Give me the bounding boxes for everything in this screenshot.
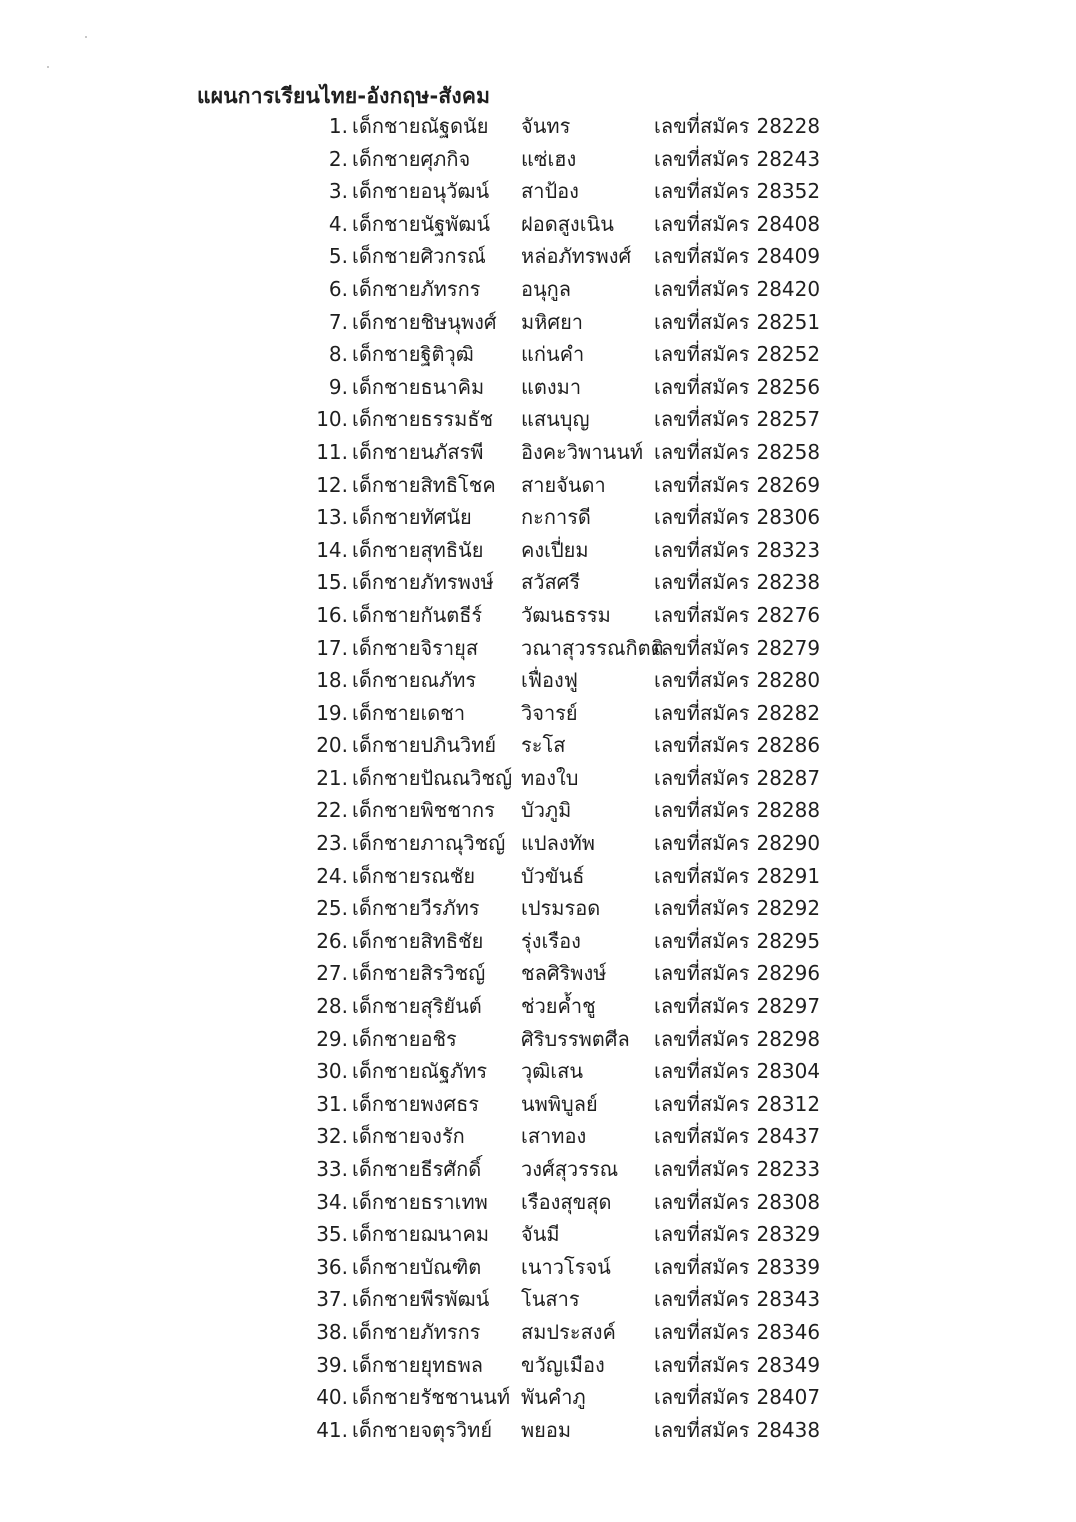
application-label: เลขที่สมัคร <box>654 700 750 725</box>
student-first-name: เด็กชายจิรายุส <box>352 635 479 660</box>
list-item <box>0 469 1076 502</box>
student-last-name: วัฒนธรรม <box>521 602 611 627</box>
student-first-name: เด็กชายณัฐดนัย <box>352 114 489 138</box>
student-first-name: เด็กชายนัฐพัฒน์ <box>352 211 491 236</box>
list-item <box>0 990 1076 1023</box>
application-label: เลขที่สมัคร <box>654 407 750 432</box>
list-item <box>0 1153 1076 1186</box>
application-number <box>654 1251 820 1284</box>
application-label: เลขที่สมัคร <box>654 179 750 204</box>
student-number: 36. <box>316 1254 348 1279</box>
student-first-name: เด็กชายฐิติวุฒิ <box>352 342 474 367</box>
student-number: 15. <box>316 570 348 595</box>
student-number: 23. <box>316 831 348 856</box>
student-number: 19. <box>316 700 348 725</box>
application-number <box>654 1120 820 1153</box>
application-label: เลขที่สมัคร <box>654 798 750 823</box>
student-number: 8. <box>328 342 348 367</box>
application-number <box>654 1283 820 1316</box>
application-label: เลขที่สมัคร <box>654 1222 750 1247</box>
student-number: 2. <box>328 146 348 171</box>
application-label: เลขที่สมัคร <box>654 1352 750 1377</box>
student-last-name: เสาทอง <box>521 1124 587 1149</box>
application-label: เลขที่สมัคร <box>654 146 750 171</box>
application-label: เลขที่สมัคร <box>654 635 750 660</box>
list-item <box>0 1088 1076 1121</box>
student-first-name: เด็กชายณัฐภัทร <box>352 1059 488 1084</box>
student-last-name: วิจารย์ <box>521 700 578 725</box>
application-id: 28228 <box>756 114 821 138</box>
application-number <box>654 1381 820 1414</box>
list-item <box>0 1316 1076 1349</box>
list-item <box>0 1349 1076 1382</box>
application-number <box>654 1088 820 1121</box>
application-number <box>654 1186 820 1219</box>
student-last-name: นพพิบูลย์ <box>521 1091 598 1116</box>
list-item <box>0 762 1076 795</box>
student-number: 26. <box>316 928 348 953</box>
student-first-name: เด็กชายนภัสรพี <box>352 439 484 464</box>
student-first-name: เด็กชายพีรพัฒน์ <box>352 1287 490 1312</box>
application-id: 28290 <box>756 831 821 856</box>
list-item <box>0 208 1076 241</box>
application-label: เลขที่สมัคร <box>654 831 750 856</box>
application-id: 28269 <box>756 472 821 497</box>
list-item <box>0 1414 1076 1447</box>
student-last-name: กะการดี <box>521 505 591 530</box>
student-number: 18. <box>316 668 348 693</box>
student-last-name: พันคำภู <box>521 1385 586 1410</box>
student-first-name: เด็กชายธนาคิม <box>352 374 485 399</box>
application-id: 28339 <box>756 1254 821 1279</box>
student-number: 39. <box>316 1352 348 1377</box>
list-item <box>0 240 1076 273</box>
list-item <box>0 306 1076 339</box>
application-id: 28256 <box>756 374 821 399</box>
application-label: เลขที่สมัคร <box>654 1124 750 1149</box>
student-number: 38. <box>316 1319 348 1344</box>
application-label: เลขที่สมัคร <box>654 1254 750 1279</box>
student-list <box>0 110 1076 1446</box>
student-last-name: หล่อภัทรพงศ์ <box>521 244 632 269</box>
list-item <box>0 436 1076 469</box>
application-id: 28297 <box>756 994 821 1019</box>
application-number <box>654 762 820 795</box>
student-last-name: ทองใบ <box>521 765 579 790</box>
application-label: เลขที่สมัคร <box>654 1189 750 1214</box>
plan-heading: แผนการเรียนไทย-อังกฤษ-สังคม <box>197 84 491 108</box>
application-label: เลขที่สมัคร <box>654 896 750 921</box>
list-item <box>0 1120 1076 1153</box>
application-label: เลขที่สมัคร <box>654 961 750 986</box>
application-id: 28243 <box>756 146 821 171</box>
list-item <box>0 697 1076 730</box>
student-first-name: เด็กชายสุริยันต์ <box>352 994 482 1019</box>
application-id: 28349 <box>756 1352 821 1377</box>
student-first-name: เด็กชายธราเทพ <box>352 1189 488 1214</box>
application-id: 28346 <box>756 1319 821 1344</box>
application-number <box>654 469 820 502</box>
list-item <box>0 892 1076 925</box>
application-number <box>654 1218 820 1251</box>
student-first-name: เด็กชายยุทธพล <box>352 1352 484 1377</box>
application-id: 28438 <box>756 1417 821 1442</box>
application-number <box>654 664 820 697</box>
student-first-name: เด็กชายอชิร <box>352 1026 457 1051</box>
application-id: 28312 <box>756 1091 821 1116</box>
application-number <box>654 729 820 762</box>
student-first-name: เด็กชายจงรัก <box>352 1124 465 1149</box>
list-item <box>0 1186 1076 1219</box>
list-item <box>0 534 1076 567</box>
list-item <box>0 403 1076 436</box>
student-number: 21. <box>316 765 348 790</box>
list-item <box>0 729 1076 762</box>
application-number <box>654 240 820 273</box>
application-label: เลขที่สมัคร <box>654 1417 750 1442</box>
student-last-name: เรืองสุขสุด <box>521 1189 612 1214</box>
student-last-name: แก่นคำ <box>521 342 585 367</box>
student-number: 32. <box>316 1124 348 1149</box>
application-number <box>654 566 820 599</box>
application-number <box>654 143 820 176</box>
application-label: เลขที่สมัคร <box>654 1287 750 1312</box>
scan-speck <box>85 36 87 38</box>
application-id: 28298 <box>756 1026 821 1051</box>
application-number <box>654 892 820 925</box>
student-first-name: เด็กชายรณชัย <box>352 863 476 888</box>
application-number <box>654 697 820 730</box>
student-number: 5. <box>328 244 348 269</box>
application-number <box>654 860 820 893</box>
student-number: 4. <box>328 211 348 236</box>
application-label: เลขที่สมัคร <box>654 374 750 399</box>
application-number <box>654 175 820 208</box>
student-number: 10. <box>316 407 348 432</box>
student-first-name: เด็กชายภัทรพงษ์ <box>352 570 494 595</box>
application-id: 28258 <box>756 439 821 464</box>
application-id: 28291 <box>756 863 821 888</box>
application-id: 28282 <box>756 700 821 725</box>
application-number <box>654 1349 820 1382</box>
student-first-name: เด็กชายกันตธีร์ <box>352 602 483 627</box>
application-label: เลขที่สมัคร <box>654 863 750 888</box>
list-item <box>0 664 1076 697</box>
application-number <box>654 534 820 567</box>
list-item <box>0 1381 1076 1414</box>
list-item <box>0 599 1076 632</box>
application-id: 28280 <box>756 668 821 693</box>
application-id: 28329 <box>756 1222 821 1247</box>
student-first-name: เด็กชายรัชชานนท์ <box>352 1385 511 1410</box>
student-last-name: ฝอดสูงเนิน <box>521 211 614 236</box>
application-id: 28304 <box>756 1059 821 1084</box>
student-first-name: เด็กชายสิทธิโชค <box>352 472 496 497</box>
list-item <box>0 566 1076 599</box>
application-number <box>654 306 820 339</box>
student-number: 25. <box>316 896 348 921</box>
application-number <box>654 827 820 860</box>
list-item <box>0 1023 1076 1056</box>
list-item <box>0 1283 1076 1316</box>
student-first-name: เด็กชายพิชชากร <box>352 798 495 823</box>
application-id: 28409 <box>756 244 821 269</box>
application-label: เลขที่สมัคร <box>654 570 750 595</box>
application-number <box>654 990 820 1023</box>
list-item <box>0 827 1076 860</box>
student-number: 22. <box>316 798 348 823</box>
application-number <box>654 957 820 990</box>
list-item <box>0 632 1076 665</box>
application-id: 28420 <box>756 276 821 301</box>
application-number <box>654 1153 820 1186</box>
application-number <box>654 371 820 404</box>
application-label: เลขที่สมัคร <box>654 472 750 497</box>
application-label: เลขที่สมัคร <box>654 602 750 627</box>
application-id: 28308 <box>756 1189 821 1214</box>
student-first-name: เด็กชายบัณฑิต <box>352 1254 482 1279</box>
application-id: 28352 <box>756 179 821 204</box>
student-first-name: เด็กชายปัณณวิชญ์ <box>352 765 513 790</box>
list-item <box>0 1218 1076 1251</box>
application-id: 28252 <box>756 342 821 367</box>
application-label: เลขที่สมัคร <box>654 765 750 790</box>
student-last-name: ช่วยค้ำชู <box>521 994 596 1019</box>
application-label: เลขที่สมัคร <box>654 309 750 334</box>
application-id: 28276 <box>756 602 821 627</box>
application-label: เลขที่สมัคร <box>654 928 750 953</box>
scan-speck <box>47 66 49 68</box>
application-id: 28296 <box>756 961 821 986</box>
student-number: 35. <box>316 1222 348 1247</box>
student-last-name: ขวัญเมือง <box>521 1352 605 1377</box>
application-number <box>654 501 820 534</box>
application-id: 28238 <box>756 570 821 595</box>
student-first-name: เด็กชายเดชา <box>352 700 466 725</box>
application-number <box>654 794 820 827</box>
student-last-name: มหิศยา <box>521 309 584 334</box>
application-id: 28292 <box>756 896 821 921</box>
list-item <box>0 143 1076 176</box>
student-first-name: เด็กชายสิรวิชญ์ <box>352 961 486 986</box>
student-number: 13. <box>316 505 348 530</box>
student-first-name: เด็กชายพงศธร <box>352 1091 480 1116</box>
application-label: เลขที่สมัคร <box>654 994 750 1019</box>
student-first-name: เด็กชายอนุวัฒน์ <box>352 179 490 204</box>
list-item <box>0 338 1076 371</box>
student-first-name: เด็กชายศุภกิจ <box>352 146 471 171</box>
student-first-name: เด็กชายณภัทร <box>352 668 477 693</box>
application-number <box>654 208 820 241</box>
application-label: เลขที่สมัคร <box>654 1026 750 1051</box>
student-first-name: เด็กชายธีรศักดิ์ <box>352 1157 482 1181</box>
student-first-name: เด็กชายภาณุวิชญ์ <box>352 831 506 856</box>
list-item <box>0 175 1076 208</box>
list-item <box>0 371 1076 404</box>
student-last-name: พยอม <box>521 1417 572 1442</box>
application-number <box>654 403 820 436</box>
application-label: เลขที่สมัคร <box>654 244 750 269</box>
student-last-name: คงเปี่ยม <box>521 537 589 562</box>
application-number <box>654 1023 820 1056</box>
student-first-name: เด็กชายธรรมธัช <box>352 407 494 432</box>
list-item <box>0 925 1076 958</box>
application-id: 28233 <box>756 1157 821 1181</box>
application-label: เลขที่สมัคร <box>654 1157 750 1181</box>
application-label: เลขที่สมัคร <box>654 668 750 693</box>
student-first-name: เด็กชายภัทรกร <box>352 276 481 301</box>
application-id: 28295 <box>756 928 821 953</box>
application-label: เลขที่สมัคร <box>654 114 750 138</box>
list-item <box>0 794 1076 827</box>
application-number <box>654 925 820 958</box>
student-number: 3. <box>328 179 348 204</box>
application-label: เลขที่สมัคร <box>654 1319 750 1344</box>
application-label: เลขที่สมัคร <box>654 733 750 758</box>
student-number: 34. <box>316 1189 348 1214</box>
application-label: เลขที่สมัคร <box>654 505 750 530</box>
application-label: เลขที่สมัคร <box>654 342 750 367</box>
application-number <box>654 1055 820 1088</box>
list-item <box>0 273 1076 306</box>
application-label: เลขที่สมัคร <box>654 439 750 464</box>
student-number: 6. <box>328 276 348 301</box>
application-label: เลขที่สมัคร <box>654 1385 750 1410</box>
application-number <box>654 436 820 469</box>
student-last-name: จันมี <box>521 1222 560 1247</box>
application-number <box>654 273 820 306</box>
student-first-name: เด็กชายภัทรกร <box>352 1319 481 1344</box>
student-number: 14. <box>316 537 348 562</box>
student-first-name: เด็กชายปภินวิทย์ <box>352 733 497 758</box>
student-first-name: เด็กชายทัศนัย <box>352 505 472 530</box>
student-first-name: เด็กชายสิทธิชัย <box>352 928 484 953</box>
student-number: 11. <box>316 439 348 464</box>
application-id: 28288 <box>756 798 821 823</box>
student-last-name: อนุกูล <box>521 276 572 301</box>
application-number <box>654 1316 820 1349</box>
student-last-name: ชลศิริพงษ์ <box>521 961 607 986</box>
application-id: 28257 <box>756 407 821 432</box>
student-last-name: รุ่งเรือง <box>521 928 581 953</box>
student-first-name: เด็กชายวีรภัทร <box>352 896 480 921</box>
student-last-name: โนสาร <box>521 1287 580 1312</box>
list-item <box>0 860 1076 893</box>
student-number: 24. <box>316 863 348 888</box>
student-last-name: ระโส <box>521 733 566 758</box>
application-id: 28407 <box>756 1385 821 1410</box>
student-last-name: สายจันดา <box>521 472 606 497</box>
student-last-name: ศิริบรรพตศีล <box>521 1026 630 1051</box>
student-number: 31. <box>316 1091 348 1116</box>
list-item <box>0 110 1076 143</box>
application-label: เลขที่สมัคร <box>654 276 750 301</box>
student-number: 12. <box>316 472 348 497</box>
application-id: 28286 <box>756 733 821 758</box>
student-last-name: วณาสุวรรณกิตติ <box>521 635 664 660</box>
application-id: 28251 <box>756 309 821 334</box>
application-id: 28279 <box>756 635 821 660</box>
student-number: 29. <box>316 1026 348 1051</box>
student-number: 33. <box>316 1157 348 1181</box>
application-id: 28437 <box>756 1124 821 1149</box>
application-id: 28408 <box>756 211 821 236</box>
student-last-name: วงศ์สุวรรณ <box>521 1157 619 1181</box>
student-number: 30. <box>316 1059 348 1084</box>
application-number <box>654 338 820 371</box>
application-number <box>654 599 820 632</box>
student-first-name: เด็กชายจตุรวิทย์ <box>352 1417 493 1442</box>
list-item <box>0 957 1076 990</box>
student-last-name: สวัสศรี <box>521 570 581 595</box>
student-last-name: จันทร <box>521 114 571 138</box>
student-first-name: เด็กชายสุทธินัย <box>352 537 484 562</box>
application-number <box>654 110 820 143</box>
application-id: 28306 <box>756 505 821 530</box>
student-last-name: บัวขันธ์ <box>521 863 585 888</box>
student-number: 37. <box>316 1287 348 1312</box>
student-number: 1. <box>328 114 348 138</box>
student-first-name: เด็กชายฌนาคม <box>352 1222 490 1247</box>
student-last-name: แตงมา <box>521 374 582 399</box>
application-number <box>654 632 820 665</box>
student-last-name: แปลงทัพ <box>521 831 595 856</box>
application-id: 28287 <box>756 765 821 790</box>
student-number: 20. <box>316 733 348 758</box>
application-label: เลขที่สมัคร <box>654 1091 750 1116</box>
application-id: 28343 <box>756 1287 821 1312</box>
application-id: 28323 <box>756 537 821 562</box>
student-number: 9. <box>328 374 348 399</box>
student-number: 28. <box>316 994 348 1019</box>
student-first-name: เด็กชายศิวกรณ์ <box>352 244 486 269</box>
student-last-name: เฟื่องฟู <box>521 668 578 693</box>
student-last-name: วุฒิเสน <box>521 1059 584 1084</box>
application-label: เลขที่สมัคร <box>654 1059 750 1084</box>
student-last-name: แซ่เฮง <box>521 146 577 171</box>
student-number: 17. <box>316 635 348 660</box>
student-last-name: บัวภูมิ <box>521 798 572 823</box>
student-number: 16. <box>316 602 348 627</box>
application-number <box>654 1414 820 1447</box>
student-number: 7. <box>328 309 348 334</box>
student-number: 41. <box>316 1417 348 1442</box>
student-last-name: เปรมรอด <box>521 896 601 921</box>
student-last-name: เนาวโรจน์ <box>521 1254 611 1279</box>
student-last-name: อิงคะวิพานนท์ <box>521 439 644 464</box>
list-item <box>0 501 1076 534</box>
student-last-name: สมประสงค์ <box>521 1319 616 1344</box>
application-label: เลขที่สมัคร <box>654 537 750 562</box>
list-item <box>0 1251 1076 1284</box>
student-number: 27. <box>316 961 348 986</box>
list-item <box>0 1055 1076 1088</box>
student-first-name: เด็กชายชิษนุพงศ์ <box>352 309 497 334</box>
student-number: 40. <box>316 1385 348 1410</box>
application-label: เลขที่สมัคร <box>654 211 750 236</box>
student-last-name: สาป้อง <box>521 179 579 204</box>
student-last-name: แสนบุญ <box>521 407 590 432</box>
